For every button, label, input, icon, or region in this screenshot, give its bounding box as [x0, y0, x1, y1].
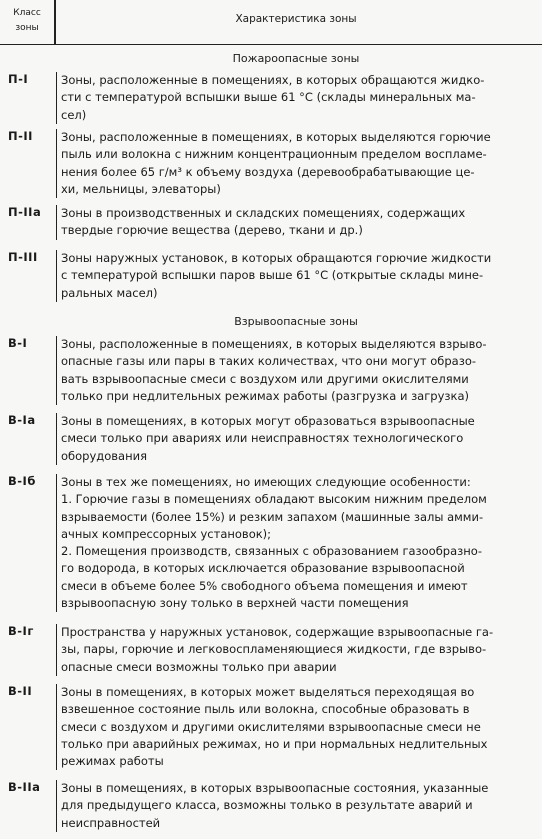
header-class-line: зоны	[15, 23, 39, 33]
description-line: 2. Помещения производств, связанных с образованием газообразно-	[61, 544, 482, 559]
description-line: ачных компрессорных установок);	[61, 526, 272, 541]
zone-code: П-II	[8, 129, 33, 143]
zone-code: П-III	[8, 250, 38, 264]
description-line: только при аварийных режимах, но и при нормальных недлительных	[61, 736, 488, 751]
description-line: только при недлительных режимах работы (разгрузка и загрузка)	[61, 388, 469, 403]
zone-code: В-Iг	[8, 624, 34, 638]
description-line: Зоны, расположенные в помещениях, в которых обращаются жидко-	[61, 73, 485, 87]
description-line: взрывоопасную зону только в верхней части помещения	[61, 596, 409, 611]
description-line: Зоны наружных установок, в которых обращаются горючие жидкости	[61, 251, 492, 265]
description-line: неисправностей	[61, 815, 161, 830]
zone-code: В-I	[8, 336, 28, 350]
description-line: Зоны в помещениях, в которых могут образоваться взрывоопасные	[61, 414, 475, 428]
description-line: сти с температурой вспышки выше 61 °С (склады минеральных ма-	[61, 90, 476, 105]
description-line: пыль или волокна с нижним концентрационным пределом воспламе-	[61, 147, 487, 162]
header-description-column: Характеристика зоны	[235, 13, 357, 25]
zone-code: В-II	[8, 684, 33, 698]
description-line: смеси с воздухом и другими окислителями взрывоопасные смеси не	[61, 719, 481, 734]
description-line: го водорода, в которых исключается образование взрывоопасной	[61, 561, 465, 576]
description-line: опасные газы или пары в таких количествах, что они могут образо-	[61, 354, 477, 369]
zone-code: В-Iб	[8, 474, 36, 488]
description-line: Зоны, расположенные в помещениях, в которых выделяются горючие	[61, 130, 491, 144]
description-line: смеси только при авариях или неисправностях технологического	[61, 431, 464, 446]
description-line: 1. Горючие газы в помещениях обладают высоким нижним пределом	[61, 492, 487, 507]
zone-description	[56, 474, 540, 612]
table-header	[0, 0, 542, 45]
description-line: Пространства у наружных установок, содержащие взрывоопасные га-	[61, 625, 494, 639]
description-line: твердые горючие вещества (дерево, ткани и др.)	[61, 223, 363, 238]
description-line: Зоны в тех же помещениях, но имеющих следующие особенности:	[61, 475, 471, 489]
description-line: нения более 65 г/м³ к объему воздуха (деревообрабатывающие це-	[61, 164, 475, 179]
zone-description	[56, 72, 540, 124]
description-line: оборудования	[61, 448, 147, 463]
zone-code: В-Iа	[8, 413, 36, 427]
description-line: смеси в объеме более 5% свободного объема помещения и имеют	[61, 578, 468, 593]
zone-description	[56, 205, 540, 240]
header-class-column	[2, 6, 52, 36]
description-line: Зоны в помещениях, в которых взрывоопасные состояния, указанные	[61, 781, 489, 795]
zone-description	[56, 413, 540, 465]
section-title-fire: Пожароопасные зоны	[232, 52, 360, 65]
section-title-explosive: Взрывоопасные зоны	[234, 315, 358, 328]
zone-description	[56, 250, 540, 302]
zone-description	[56, 336, 540, 405]
zone-description	[56, 129, 540, 198]
zone-code: П-IIа	[8, 205, 42, 219]
zone-code: В-IIа	[8, 780, 41, 794]
zone-code: П-I	[8, 72, 29, 86]
description-line: для предыдущего класса, возможны только в результате аварий и	[61, 798, 473, 813]
description-line: взвешенное состояние пыль или волокна, способные образовать в	[61, 702, 470, 717]
header-class-line: Класс	[13, 8, 41, 18]
description-line: Зоны, расположенные в помещениях, в которых выделяются взрыво-	[61, 337, 487, 351]
zone-description	[56, 684, 540, 770]
zone-description	[56, 780, 540, 832]
description-line: хи, мельницы, элеваторы)	[61, 181, 221, 196]
description-line: Зоны в помещениях, в которых может выделяться переходящая во	[61, 685, 475, 699]
description-line: взрываемости (более 15%) и резким запахом (машинные залы амми-	[61, 509, 484, 524]
zone-description	[56, 624, 540, 676]
description-line: вать взрывоопасные смеси с воздухом или другими окислителями	[61, 371, 469, 386]
description-line: с температурой вспышки паров выше 61 °С (открытые склады мине-	[61, 268, 484, 283]
description-line: режимах работы	[61, 754, 164, 769]
description-line: Зоны в производственных и складских помещениях, содержащих	[61, 206, 466, 220]
description-line: сел)	[61, 107, 87, 122]
description-line: ральных масел)	[61, 285, 158, 300]
description-line: зы, пары, горючие и легковоспламеняющиеся жидкости, где взрыво-	[61, 642, 487, 657]
description-line: опасные смеси возможны только при аварии	[61, 659, 337, 674]
